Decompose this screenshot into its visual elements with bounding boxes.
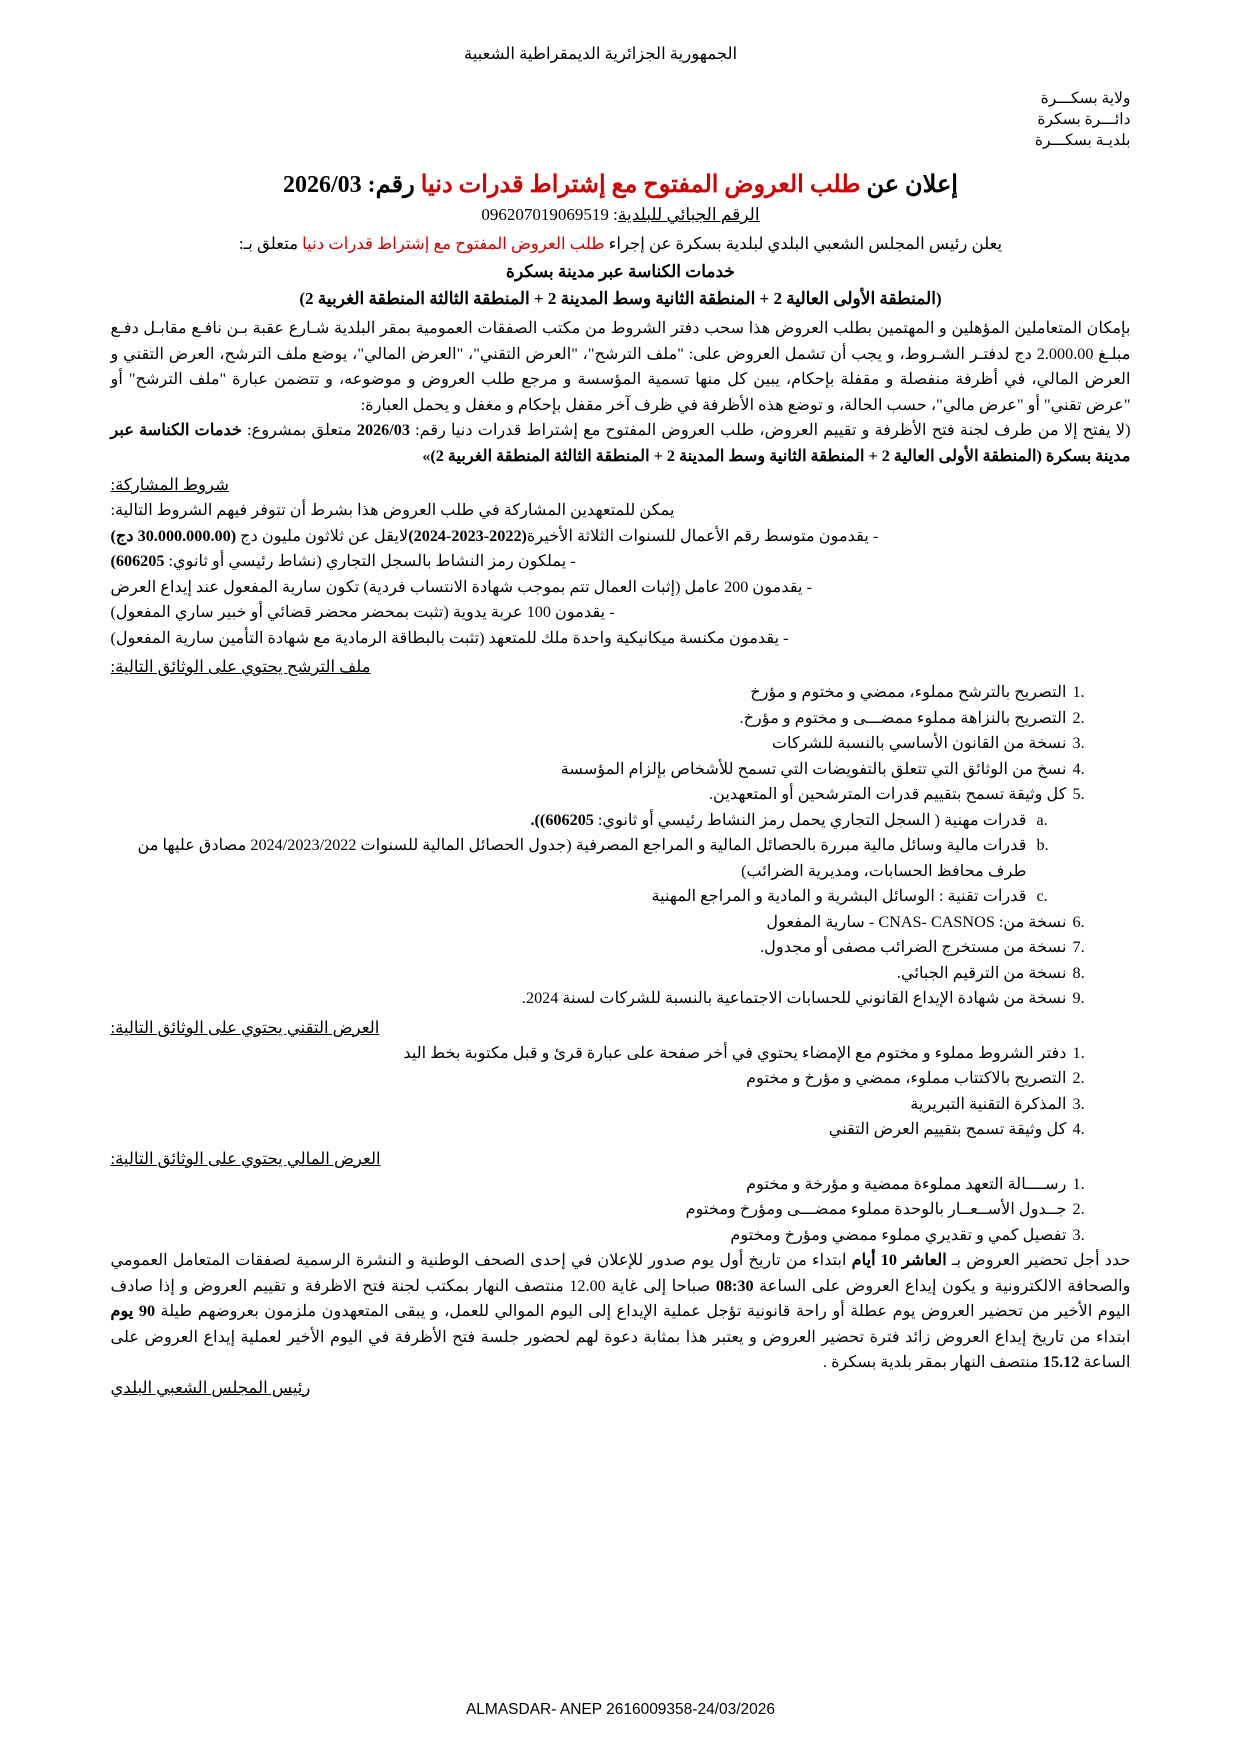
list-item xyxy=(111,1117,1131,1143)
closing-e: صباحا إلى غاية 12.00 منتصف النهار بمكتب لجنة فتح الاظرفة و تقييم العروض و إذا صادف اليوم الأخير من تحضير العروض يوم عطلة أو راحة قانونية تؤجل عملية الإيداع إلى اليوم الموالي للعمل، و يبقى المتعهدون ملزمون بعروضهم طيلة xyxy=(110,1276,1131,1320)
envelope-phrase xyxy=(111,418,1131,469)
fiscal-label: الرقم الجبائي للبلدية xyxy=(617,205,760,224)
list-item xyxy=(111,1066,1131,1092)
item-marker: 2. xyxy=(1072,1200,1085,1218)
list-item xyxy=(111,731,1131,757)
item-marker: 3. xyxy=(1072,734,1085,752)
condition-text: - يقدمون 100 عربة يدوية (تثبت بمحضر محضر قضائي أو خبير ساري المفعول) xyxy=(110,603,615,621)
item-marker: a. xyxy=(1036,810,1048,829)
list-item xyxy=(111,833,1131,884)
list-item xyxy=(111,961,1131,987)
list-item xyxy=(111,1223,1131,1249)
lead-before: يعلن رئيس المجلس الشعبي البلدي لبلدية بسكرة عن إجراء xyxy=(604,234,1003,253)
main-paragraph: بإمكان المتعاملين المؤهلين و المهتمين بطلب العروض هذا سحب دفتر الشروط من مكتب الصفقات العمومية بمقر البلدية شـارع عقبة بـن نافـع مقابـل دفـع مبلـغ 2.000.00 دج لدفتـر الشـروط، و يجب أن تشمل العروض على: "ملف الترشح"، "العرض التقني"، "العرض المالي"، يوضع ملف الترشح، العرض التقني و العرض المالي، في أظرفة منفصلة و مقفلة بإحكام، يبين كل منها تسمية المؤسسة و مرجع طلب العروض و موضوعه، و تتضمن عبارة "ملف الترشح" أو "عرض تقني" أو "عرض مالي"، حسب الحالة، و توضع هذه الأظرفة في ظرف آخر مقفل بإحكام و مغفل و يحمل العبارة: xyxy=(110,319,1131,414)
closing-a: حدد أجل تحضير العروض بـ xyxy=(946,1251,1131,1269)
condition-text: - يقدمون 200 عامل (إثبات العمال تتم بموجب شهادة الانتساب فردية) تكون سارية المفعول عند إيداع العرض xyxy=(110,577,812,596)
condition-bold-amount: (30.000.000.00 دج) xyxy=(110,526,237,545)
envelope-project: خدمات الكناسة عبر مدينة بسكرة xyxy=(110,421,1131,465)
envelope-zones: (المنطقة الأولى العالية 2 + المنطقة الثانية وسط المدينة 2 + المنطقة الثالثة المنطقة الغربية 2)» xyxy=(422,446,1042,465)
item-text: نسخة من مستخرج الضرائب مصفى أو مجدول. xyxy=(760,938,1067,956)
list-item xyxy=(111,808,1131,834)
baladia-line: بلديـة بسكـــرة xyxy=(1034,132,1131,149)
item-text: قدرات مالية وسائل مالية مبررة بالحصائل المالية و المراجع المصرفية (جدول الحصائل المالية للسنوات 2024/2023/2022 مصادق عليها من طرف محافظ الحسابات، ومديرية الضرائب) xyxy=(137,836,1027,880)
lead-after: متعلق بـ: xyxy=(238,234,303,253)
item-marker: 8. xyxy=(1072,963,1085,982)
item-text: جــدول الأســعــار بالوحدة مملوء ممضـــى ومؤرخ ومختوم xyxy=(685,1200,1067,1218)
closing-validity-days: 90 يوم xyxy=(110,1302,156,1320)
item-text: قدرات مهنية ( السجل التجاري يحمل رمز النشاط رئيسي أو ثانوي: xyxy=(593,810,1027,829)
list-item xyxy=(111,757,1131,783)
item-marker: b. xyxy=(1036,836,1049,854)
technical-offer-heading: العرض التقني يحتوي على الوثائق التالية: xyxy=(110,1017,380,1037)
item-text: نسخة من الترقيم الجبائي. xyxy=(896,963,1067,982)
condition-mid: لايقل عن ثلاثون مليون دج xyxy=(236,526,409,545)
item-text: قدرات تقنية : الوسائل البشرية و المادية و المراجع المهنية xyxy=(651,887,1027,905)
republic-heading: الجمهورية الجزائرية الديمقراطية الشعبية xyxy=(463,44,738,63)
item-marker: 1. xyxy=(1072,1043,1085,1062)
footer-reference: ALMASDAR- ANEP 2616009358-24/03/2026 xyxy=(465,1701,776,1718)
item-marker: 7. xyxy=(1072,938,1085,956)
condition-item xyxy=(111,600,1131,626)
list-item xyxy=(111,935,1131,961)
item-text: دفتر الشروط مملوء و مختوم مع الإمضاء يحتوي في أخر صفحة على عبارة قرئ و قبل مكتوبة بخط اليد xyxy=(403,1043,1067,1062)
wilaya-line: ولاية بسكـــرة xyxy=(1040,90,1131,107)
item-text-bold: 606205)). xyxy=(530,810,594,829)
item-text: نسخ من الوثائق التي تتعلق بالتفويضات التي تسمح للأشخاص بإلزام المؤسسة xyxy=(560,759,1067,778)
subject-line-1: خدمات الكناسة عبر مدينة بسكرة xyxy=(506,262,735,281)
item-marker: 3. xyxy=(1072,1225,1085,1244)
candidacy-file-list-2 xyxy=(111,910,1131,1012)
item-text: كل وثيقة تسمح بتقييم العرض التقني xyxy=(828,1120,1067,1138)
item-marker: 1. xyxy=(1072,1174,1085,1193)
title-prefix: إعلان عن xyxy=(860,172,958,198)
item-marker: c. xyxy=(1036,887,1048,905)
condition-item xyxy=(111,549,1131,575)
closing-deadline-days: العاشر 10 أيام xyxy=(851,1251,947,1269)
closing-g: ابتداء من تاريخ إيداع العروض زائد فترة تحضير العروض و يعتبر هذا بمثابة دعوة لهم لحضور جلسة فتح الأظرفة في اليوم الأخير لعملية إيداع العروض على الساعة xyxy=(110,1327,1131,1371)
lead-highlight: طلب العروض المفتوح مع إشتراط قدرات دنيا xyxy=(302,234,605,253)
closing-paragraph xyxy=(111,1248,1131,1376)
condition-bold-years: (2022-2023-2024) xyxy=(408,526,527,545)
list-item xyxy=(111,986,1131,1012)
item-text: نسخة من شهادة الإيداع القانوني للحسابات الاجتماعية بالنسبة للشركات لسنة 2024. xyxy=(521,989,1067,1007)
fiscal-value: 096207019069519 xyxy=(481,205,609,224)
condition-item xyxy=(111,626,1131,652)
condition-text: - يقدمون مكنسة ميكانيكية واحدة ملك للمتعهد (تثبت بالبطاقة الرمادية مع شهادة التأمين سارية المفعول) xyxy=(110,628,789,647)
list-item xyxy=(111,782,1131,808)
candidacy-sub-list xyxy=(111,808,1131,910)
candidacy-file-heading: ملف الترشح يحتوي على الوثائق التالية: xyxy=(110,657,371,676)
item-text: تفصيل كمي و تقديري مملوء ممضي ومؤرخ ومختوم xyxy=(730,1225,1067,1244)
item-text: المذكرة التقنية التبريرية xyxy=(910,1094,1067,1113)
title-number: 2026/03 xyxy=(283,172,362,198)
item-marker: 2. xyxy=(1072,708,1085,727)
item-marker: 4. xyxy=(1072,759,1085,778)
financial-offer-list xyxy=(111,1172,1131,1249)
item-text: نسخة من القانون الأساسي بالنسبة للشركات xyxy=(771,734,1067,752)
item-marker: 5. xyxy=(1072,785,1085,803)
envelope-number: 2026/03 xyxy=(356,421,410,439)
item-marker: 4. xyxy=(1072,1120,1085,1138)
condition-text: - يقدمون متوسط رقم الأعمال للسنوات الثلاثة الأخيرة xyxy=(526,526,879,545)
participation-conditions-heading: شروط المشاركة: xyxy=(110,475,229,494)
item-text: التصريح بالاكتتاب مملوء، ممضي و مؤرخ و مختوم xyxy=(746,1069,1067,1087)
item-text: نسخة من: CNAS- CASNOS - سارية المفعول xyxy=(766,912,1067,931)
closing-open-time: 08:30 xyxy=(715,1276,754,1295)
item-text: رســــالة التعهد مملوءة ممضية و مؤرخة و مختوم xyxy=(746,1174,1067,1193)
fiscal-colon: : xyxy=(613,205,618,224)
conditions-list xyxy=(111,524,1131,652)
lead-paragraph xyxy=(111,231,1131,256)
envelope-intro: (لا يفتح إلا من طرف لجنة فتح الأظرفة و تقييم العروض، طلب العروض المفتوح مع إشتراط قدرات دنيا رقم: xyxy=(415,421,1131,439)
document-body xyxy=(111,44,1131,1398)
title-highlight: طلب العروض المفتوح مع إشتراط قدرات دنيا xyxy=(420,172,861,198)
envelope-middle: متعلق بمشروع: xyxy=(242,421,357,439)
item-text: التصريح بالترشح مملوء، ممضي و مختوم و مؤرخ xyxy=(750,683,1067,701)
signature-line: رئيس المجلس الشعبي البلدي xyxy=(110,1377,311,1397)
list-item xyxy=(111,1041,1131,1067)
item-marker: 9. xyxy=(1072,989,1085,1007)
announcement-title xyxy=(111,169,1131,201)
fiscal-number-line xyxy=(111,203,1131,227)
item-marker: 6. xyxy=(1072,912,1085,931)
closing-i: منتصف النهار بمقر بلدية بسكرة . xyxy=(822,1353,1043,1371)
item-text: كل وثيقة تسمح بتقييم قدرات المترشحين أو المتعهدين. xyxy=(709,785,1067,803)
list-item xyxy=(111,706,1131,732)
candidacy-file-list xyxy=(111,680,1131,808)
list-item xyxy=(111,1172,1131,1198)
item-marker: 3. xyxy=(1072,1094,1085,1113)
technical-offer-list xyxy=(111,1041,1131,1143)
list-item xyxy=(111,884,1131,910)
item-marker: 2. xyxy=(1072,1069,1085,1087)
daira-line: دائـــرة بسكرة xyxy=(1037,111,1131,128)
list-item xyxy=(111,1092,1131,1118)
condition-item xyxy=(111,575,1131,601)
list-item xyxy=(111,910,1131,936)
financial-offer-heading: العرض المالي يحتوي على الوثائق التالية: xyxy=(110,1148,381,1168)
closing-c: ابتداء من تاريخ أول يوم صدور للإعلان في إحدى الصحف الوطنية و النشرة الرسمية لصفقات المتعامل العمومي والصحافة الالكترونية و يكون إيداع العروض على الساعة xyxy=(110,1251,1131,1295)
title-suffix: رقم: xyxy=(367,172,421,198)
item-text: التصريح بالنزاهة مملوء ممضـــى و مختوم و مؤرخ. xyxy=(739,708,1067,727)
list-item xyxy=(111,1197,1131,1223)
condition-text: - يملكون رمز النشاط بالسجل التجاري (نشاط رئيسي أو ثانوي: xyxy=(164,552,576,570)
condition-bold-code: 606205) xyxy=(110,552,165,570)
item-marker: 1. xyxy=(1072,683,1085,701)
subject-line-2: (المنطقة الأولى العالية 2 + المنطقة الثانية وسط المدينة 2 + المنطقة الثالثة المنطقة الغربية 2) xyxy=(299,289,942,308)
list-item xyxy=(111,680,1131,706)
closing-session-time: 15.12 xyxy=(1042,1353,1080,1371)
participation-intro: يمكن للمتعهدين المشاركة في طلب العروض هذا بشرط أن تتوفر فيهم الشروط التالية: xyxy=(110,501,675,519)
administrative-header xyxy=(111,88,1131,151)
condition-item xyxy=(111,524,1131,550)
